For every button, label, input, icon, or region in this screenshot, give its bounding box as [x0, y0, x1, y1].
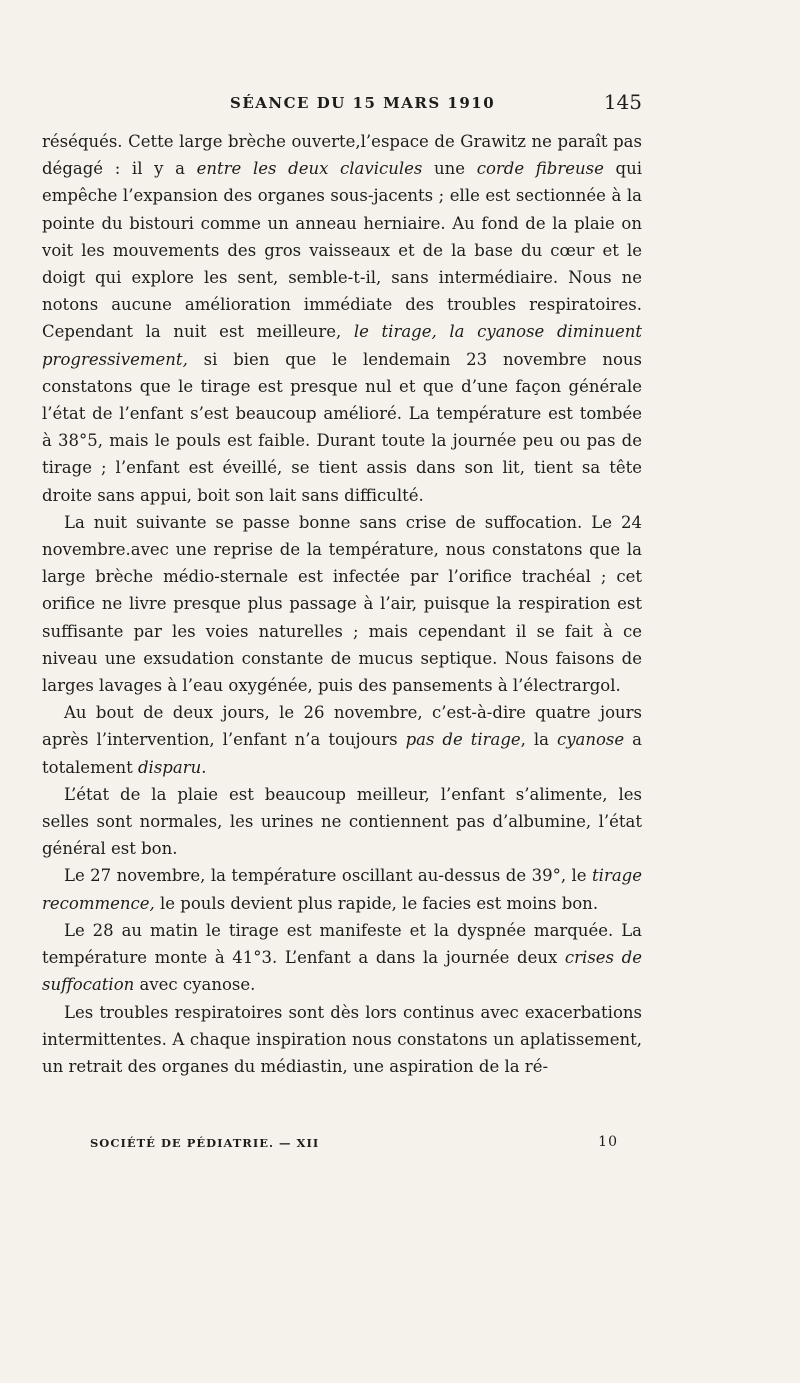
text-run: Le 28 au matin le tirage est manifeste et la dyspnée marquée. La température monte à 41°3. L’enfant a dans la journée deux [42, 920, 642, 968]
italic-text: crises de suffocation [42, 948, 642, 995]
body-text [42, 128, 642, 1080]
italic-text: le tirage, la cyanose diminuent progressivement, [42, 322, 642, 369]
text-run: qui empêche l’expansion des organes sous-jacents ; elle est sectionnée à la pointe du bistouri comme un anneau herniaire. Au fond de la plaie on voit les mouvements des gros vaisseaux et de la base du cœur et le doigt qui explore les sent, semble-t-il, sans intermédiaire. Nous ne notons aucune amélioration immédiate des troubles respiratoires. Cependant la nuit est meilleure, [42, 159, 642, 342]
paragraph [42, 999, 642, 1081]
signature-mark: SOCIÉTÉ DE PÉDIATRIE. — XII [90, 1136, 320, 1150]
italic-text: entre les deux clavicules [196, 159, 423, 179]
text-run: avec cyanose. [134, 975, 256, 995]
text-run: L’état de la plaie est beaucoup meilleur, l’enfant s’alimente, les selles sont normales, les urines ne contiennent pas d’albumine, l’état général est bon. [42, 784, 642, 859]
text-run: Les troubles respiratoires sont dès lors continus avec exacerbations intermittentes. A chaque inspiration nous constatons un aplatissement, un retrait des organes du médiastin, une aspiration de la ré- [42, 1002, 642, 1076]
text-run: le pouls devient plus rapide, le facies est moins bon. [154, 893, 599, 913]
paragraph [42, 917, 642, 999]
italic-text: tirage recommence, [42, 866, 642, 913]
page-number: 145 [603, 90, 642, 114]
paragraph [42, 781, 642, 863]
italic-text: corde fibreuse [476, 159, 604, 179]
running-title: SÉANCE DU 15 MARS 1910 [230, 94, 496, 112]
page-header [42, 92, 642, 120]
paragraph [42, 509, 642, 699]
text-run: La nuit suivante se passe bonne sans crise de suffocation. Le 24 novembre.avec une reprise de la température, nous constatons que la large brèche médio-sternale est infectée par l’orifice trachéal ; cet orifice ne livre presque plus passage à l’air, puisque la respiration est suffisante par les voies naturelles ; mais cependant il se fait à ce niveau une exsudation constante de mucus septique. Nous faisons de larges lavages à l’eau oxygénée, puis des pansements à l’électrargol. [42, 512, 642, 696]
text-run: a totalement [42, 730, 642, 777]
text-run: réséqués. Cette large brèche ouverte,l’espace de Grawitz ne paraît pas dégagé : il y a [42, 132, 642, 179]
italic-text: disparu. [138, 757, 207, 777]
paragraph [42, 862, 642, 916]
italic-text: cyanose [556, 730, 625, 750]
text-run: Le 27 novembre, la température oscillant au-dessus de 39°, le [64, 866, 593, 886]
text-run: une [422, 159, 477, 179]
text-run: , la [520, 730, 557, 750]
text-run: si bien que le lendemain 23 novembre nous constatons que le tirage est presque nul et que d’une façon générale l’état de l’enfant s’est beaucoup amélioré. La température est tombée à 38°5, mais le pouls est faible. Durant toute la journée peu ou pas de tirage ; l’enfant est éveillé, se tient assis dans son lit, tient sa tête droite sans appui, boit son lait sans difficulté. [42, 349, 642, 505]
paragraph [42, 699, 642, 781]
text-run: Au bout de deux jours, le 26 novembre, c’est-à-dire quatre jours après l’intervention, l’enfant n’a toujours [42, 703, 642, 750]
paragraph [42, 128, 642, 509]
page-footer [42, 1132, 642, 1154]
signature-number: 10 [598, 1134, 618, 1150]
italic-text: pas de tirage [405, 730, 521, 750]
